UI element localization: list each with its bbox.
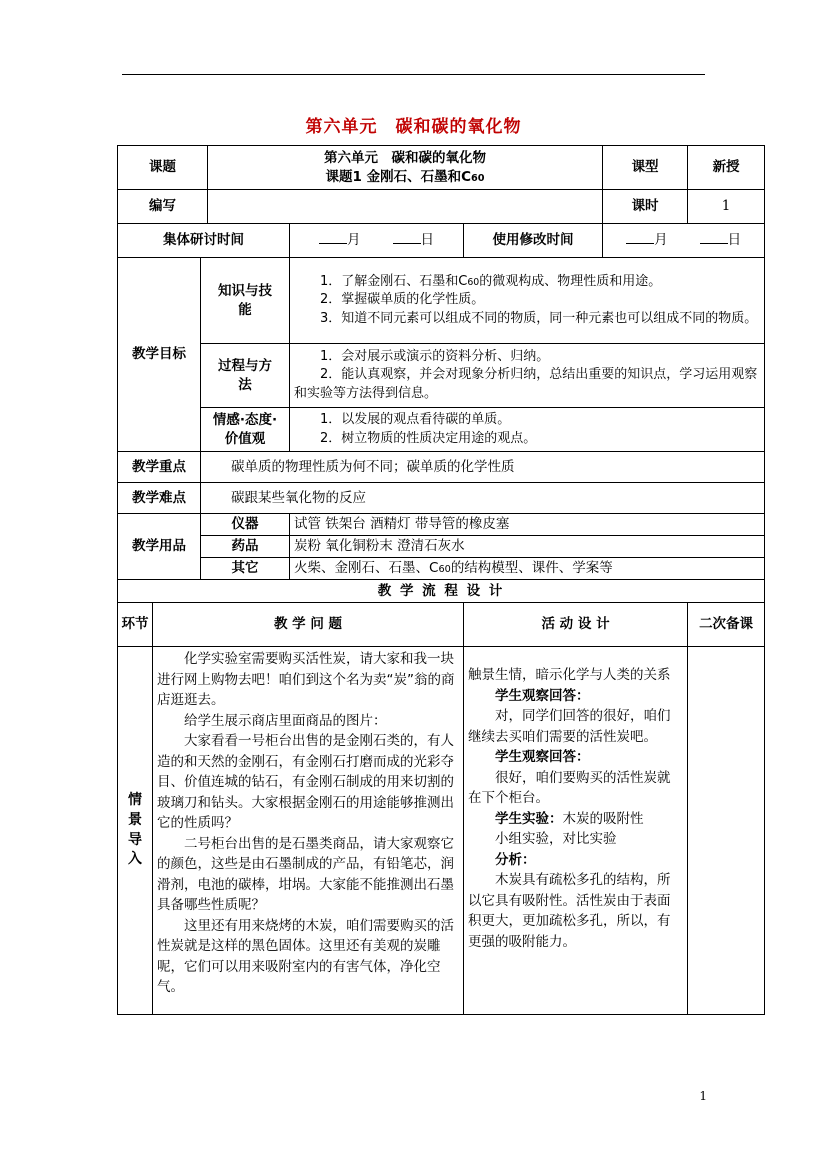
key-points-label: 教学重点 bbox=[118, 452, 201, 483]
difficult-points-value: 碳跟某些氧化物的反应 bbox=[201, 483, 765, 514]
keshi-value: 1 bbox=[688, 190, 765, 224]
emotion-label: 情感·态度·价值观 bbox=[201, 408, 290, 452]
material-name-3: 其它 bbox=[201, 558, 290, 580]
knowledge-items bbox=[290, 258, 765, 344]
kexing-label: 课型 bbox=[603, 146, 688, 190]
question-cell bbox=[153, 647, 464, 1015]
material-name-2: 药品 bbox=[201, 536, 290, 558]
knowledge-item-2: 2．掌握碳单质的化学性质。 bbox=[320, 292, 485, 308]
material-name-1: 仪器 bbox=[201, 514, 290, 536]
activity-obs1-text: 对，同学们回答的很好，咱们继续去买咱们需要的活性炭吧。 bbox=[468, 708, 671, 745]
activity-exp bbox=[468, 809, 683, 830]
day-label-2: 日 bbox=[727, 232, 742, 249]
knowledge-item-1: 1．了解金刚石、石墨和C60的微观构成、物理性质和用途。 bbox=[320, 274, 662, 290]
emotion-item-2: 2．树立物质的性质决定用途的观点。 bbox=[320, 430, 537, 446]
activity-analysis-text: 木炭具有疏松多孔的结构，所以它具有吸附性。活性炭由于表面积更大，更加疏松多孔，所以，有更强的吸附能力。 bbox=[468, 872, 671, 950]
key-points-value: 碳单质的物理性质为何不同；碳单质的化学性质 bbox=[201, 452, 765, 483]
keshi-label: 课时 bbox=[603, 190, 688, 224]
page-number: 1 bbox=[699, 1089, 707, 1103]
activity-analysis-label: 分析： bbox=[495, 851, 536, 868]
emotion-items bbox=[290, 408, 765, 452]
lesson-plan-table bbox=[117, 145, 765, 1015]
flow-title: 教 学 流 程 设 计 bbox=[118, 580, 765, 603]
question-para-3: 大家看看一号柜台出售的是金刚石类的，有人造的和天然的金刚石，有金刚石打磨而成的光彩夺目、价值连城的钻石，有金刚石制成的用来切割的玻璃刀和钻头。大家根据金刚石的用途能够推测出它的性质吗？ bbox=[157, 733, 454, 832]
kexing-value: 新授 bbox=[688, 146, 765, 190]
day-label: 日 bbox=[420, 232, 434, 249]
keti-line1: 第六单元 碳和碳的氧化物 bbox=[324, 150, 487, 167]
activity-exp-label: 学生实验： bbox=[495, 810, 563, 827]
keti-line2: 课题1 金刚石、石墨和C60 bbox=[325, 168, 485, 185]
activity-intro: 触景生情，暗示化学与人类的关系 bbox=[468, 667, 671, 683]
question-para-5: 这里还有用来烧烤的木炭，咱们需要购买的活性炭就是这样的黑色固体。这里还有美观的炭雕呢，它们可以用来吸附室内的有害气体，净化空气。 bbox=[157, 917, 454, 996]
bianxie-label: 编写 bbox=[118, 190, 208, 224]
keti-label: 课题 bbox=[118, 146, 208, 190]
process-item-2: 2．能认真观察，并会对现象分析归纳，总结出重要的知识点，学习运用观察和实验等方法得到信息。 bbox=[294, 367, 758, 401]
document-title: 第六单元 碳和碳的氧化物 bbox=[305, 117, 522, 137]
col-stage-header: 环节 bbox=[118, 603, 153, 647]
question-para-2: 给学生展示商店里面商品的图片： bbox=[184, 712, 387, 729]
emotion-item-1: 1．以发展的观点看待碳的单质。 bbox=[320, 412, 511, 428]
notes-cell bbox=[688, 647, 765, 1015]
activity-cell bbox=[464, 647, 688, 1015]
col-activity-header: 活 动 设 计 bbox=[464, 603, 688, 647]
activity-obs2-text: 很好，咱们要购买的活性炭就在下个柜台。 bbox=[468, 769, 671, 807]
knowledge-item-3: 3．知道不同元素可以组成不同的物质，同一种元素也可以组成不同的物质。 bbox=[320, 310, 758, 326]
process-item-1: 1．会对展示或演示的资料分析、归纳。 bbox=[320, 349, 550, 365]
col-notes-header: 二次备课 bbox=[688, 603, 765, 647]
material-value-2: 炭粉 氧化铜粉末 澄清石灰水 bbox=[290, 536, 765, 558]
question-para-4: 二号柜台出售的是石墨类商品，请大家观察它的颜色，这些是由石墨制成的产品，有铅笔芯，润滑剂，电池的碳棒，坩埚。大家能不能推测出石墨具备哪些性质呢？ bbox=[157, 835, 454, 914]
process-label: 过程与方法 bbox=[201, 344, 290, 408]
material-value-1: 试管 铁架台 酒精灯 带导管的橡皮塞 bbox=[290, 514, 765, 536]
material-value-3: 火柴、金刚石、石墨、C60的结构模型、课件、学案等 bbox=[290, 558, 765, 580]
bianxie-value bbox=[208, 190, 603, 224]
activity-obs1-label: 学生观察回答： bbox=[495, 687, 590, 704]
process-items bbox=[290, 344, 765, 408]
knowledge-label: 知识与技能 bbox=[201, 258, 290, 344]
question-para-1: 化学实验室需要购买活性炭，请大家和我一块进行网上购物去吧！咱们到这个名为卖“炭”翁的商店逛逛去。 bbox=[157, 651, 455, 709]
month-label-2: 月 bbox=[654, 232, 668, 249]
difficult-points-label: 教学难点 bbox=[118, 483, 201, 514]
month-label: 月 bbox=[347, 232, 361, 249]
jiti-time-label: 集体研讨时间 bbox=[118, 224, 290, 258]
col-question-header: 教 学 问 题 bbox=[153, 603, 464, 647]
goals-label: 教学目标 bbox=[118, 258, 201, 452]
jiti-time-value bbox=[290, 224, 464, 258]
activity-exp-text: 木炭的吸附性 bbox=[562, 810, 644, 827]
activity-obs2-label: 学生观察回答： bbox=[495, 749, 590, 766]
shiyong-time-label: 使用修改时间 bbox=[464, 224, 603, 258]
stage-name-text: 情景导入 bbox=[128, 792, 142, 868]
activity-exp-sub: 小组实验，对比实验 bbox=[495, 831, 617, 848]
stage-name bbox=[118, 647, 153, 1015]
materials-label: 教学用品 bbox=[118, 514, 201, 580]
shiyong-time-value bbox=[603, 224, 765, 258]
keti-value bbox=[208, 146, 603, 190]
header-rule bbox=[122, 74, 705, 75]
